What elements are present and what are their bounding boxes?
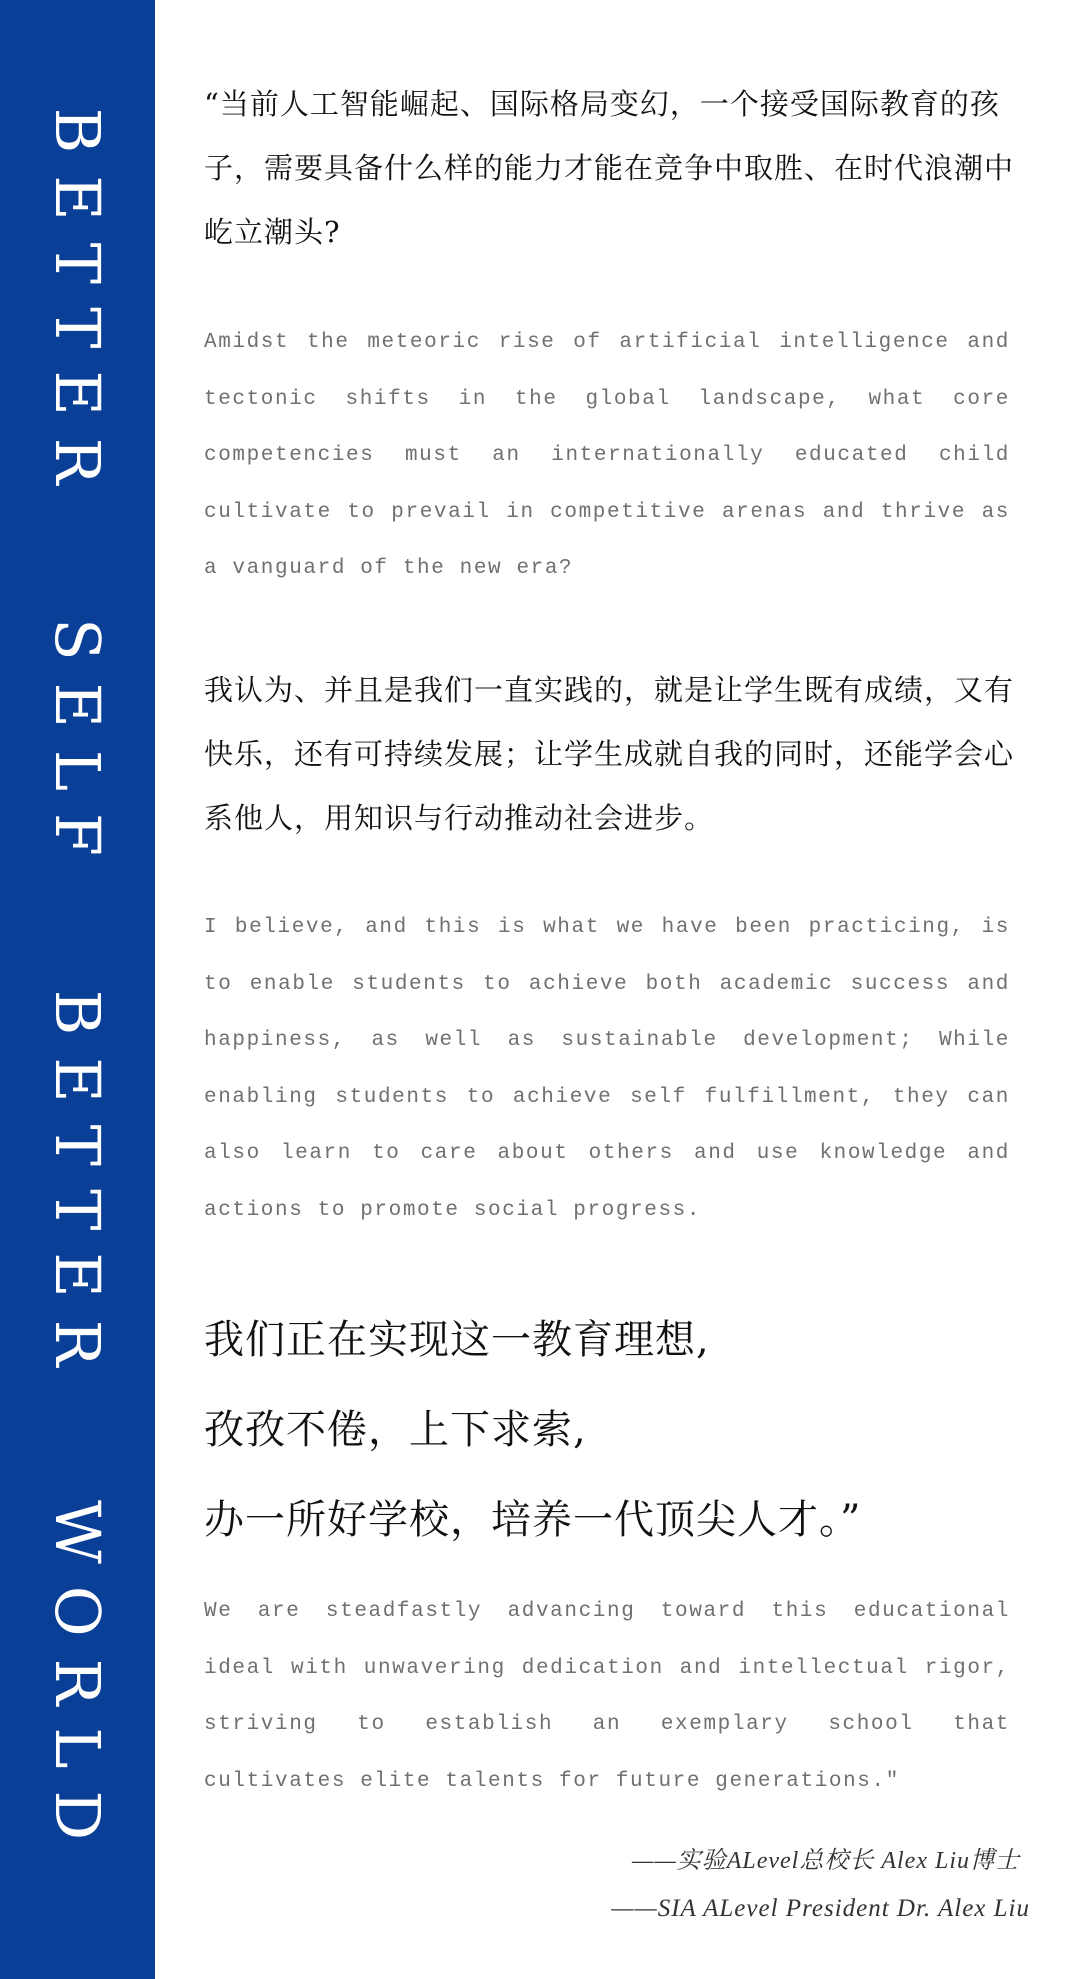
quote-en-paragraph-2: I believe, and this is what we have been practicing, is to enable students to achieve both academic success and happiness, as well as sustainable development; While enabling students to achieve self fulfillment, they can also learn to care about others and use knowledge and actions to promote social progress. (204, 916, 1010, 1222)
quote-zh-paragraph-2: 我认为、并且是我们一直实践的，就是让学生既有成绩，又有快乐，还有可持续发展；让学生成就自我的同时，还能学会心系他人，用知识与行动推动社会进步。 (204, 673, 1015, 835)
quote-zh-highlight-line: 孜孜不倦，上下求索, (204, 1407, 587, 1453)
signature-en: ——SIA ALevel President Dr. Alex Liu (611, 1895, 1030, 1922)
signature-zh: ——实验ALevel总校长 Alex Liu博士 (632, 1848, 1020, 1874)
quote-zh-highlight (204, 1295, 1020, 1565)
sidebar-slogan: BETTER SELF BETTER WORLD (41, 107, 114, 1863)
quote-zh-highlight-line: 办一所好学校，培养一代顶尖人才。” (204, 1497, 862, 1543)
sidebar-band (0, 0, 155, 1979)
quote-zh-highlight-line: 我们正在实现这一教育理想, (204, 1317, 710, 1363)
quote-en-paragraph-1: Amidst the meteoric rise of artificial intelligence and tectonic shifts in the global landscape, what core competencies must an internationally educated child cultivate to prevail in competitive arenas and thrive as a vanguard of the new era? (204, 331, 1010, 580)
quote-en-paragraph-3: We are steadfastly advancing toward this educational ideal with unwavering dedication and intellectual rigor, striving to establish an exemplary school that cultivates elite talents for future generations." (204, 1600, 1010, 1793)
quote-zh-paragraph-1: “当前人工智能崛起、国际格局变幻，一个接受国际教育的孩子，需要具备什么样的能力才能在竞争中取胜、在时代浪潮中屹立潮头? (204, 87, 1015, 249)
